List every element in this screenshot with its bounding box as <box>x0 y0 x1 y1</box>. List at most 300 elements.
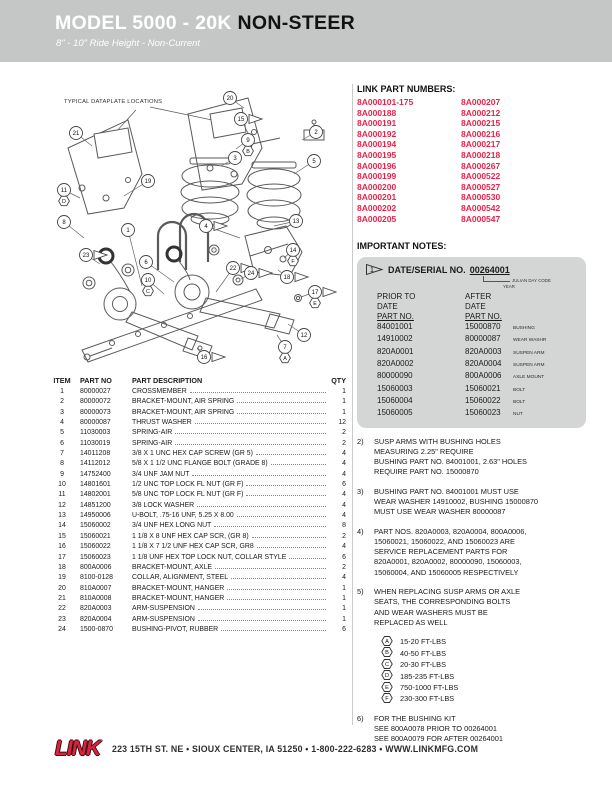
cell-description: ARM-SUSPENSION <box>132 615 195 623</box>
date-serial-line <box>365 263 578 276</box>
table-row <box>52 480 346 490</box>
footer-address: 223 15TH ST. NE • SIOUX CENTER, IA 51250 • 1-800-222-6283 • WWW.LINKMFG.COM <box>112 744 479 754</box>
note-line: SERVICE REPLACEMENT PARTS FOR <box>374 547 508 557</box>
serial-row <box>377 359 578 371</box>
note-line: 15060021, 15060022, AND 15060023 ARE <box>374 536 515 546</box>
cell-part-no: 810A0008 <box>80 594 112 602</box>
link-part-number: 8A000542 <box>461 202 501 213</box>
dotted-leader <box>175 433 326 434</box>
note-number: 5) <box>357 587 364 597</box>
serial-row <box>377 347 578 359</box>
link-part-number: 8A000522 <box>461 171 501 182</box>
dotted-leader <box>256 454 326 455</box>
dotted-leader <box>192 475 326 476</box>
note-line: PART NOS. 820A0003, 820A0004, 800A0006, <box>374 526 527 536</box>
cell-qty: 2 <box>342 563 346 571</box>
torque-row <box>381 682 586 693</box>
callout-svg <box>40 86 352 376</box>
link-part-number: 8A000218 <box>461 149 501 160</box>
serial-table-header-row2 <box>377 302 578 312</box>
dotted-leader <box>198 620 326 621</box>
link-part-number: 8A000191 <box>357 118 397 129</box>
torque-value: 750-1000 FT-LBS <box>400 683 459 692</box>
cell-description: 1 1/8 UNF HEX TOP LOCK NUT, COLLAR STYLE <box>132 553 287 561</box>
note-text <box>374 487 538 518</box>
table-row <box>52 418 346 428</box>
note-text <box>374 527 526 578</box>
dotted-leader <box>237 516 326 517</box>
table-row <box>52 397 346 407</box>
cell-description: BUSHING-PIVOT, RUBBER <box>132 625 219 633</box>
part-tag: SUSPEN ARM <box>513 363 545 369</box>
dataplate-caption: TYPICAL DATAPLATE LOCATIONS <box>64 99 163 105</box>
cell-item: 22 <box>58 605 66 613</box>
note-line: MEASURING 2.25" REQUIRE <box>374 446 474 456</box>
diagram-callout-layer <box>40 86 352 376</box>
annotation-year: YEAR <box>503 284 515 290</box>
cell-part-no: 14802001 <box>80 491 111 499</box>
svg-text:21: 21 <box>72 131 80 138</box>
serial-row <box>377 371 578 383</box>
after-part-no: 15060021 <box>465 383 501 393</box>
note-line: SEATS, THE CORRESPONDING BOLTS <box>374 597 511 607</box>
svg-text:10: 10 <box>144 278 152 285</box>
cell-description: SPRING-AIR <box>132 439 173 447</box>
prior-part-no: 15060004 <box>377 395 413 405</box>
note-number: 6) <box>357 713 364 723</box>
cell-part-no: 15060021 <box>80 532 111 540</box>
annotation-julian-day: JULIAN DAY CODE <box>512 278 551 284</box>
table-row <box>52 511 346 521</box>
cell-qty: 1 <box>342 398 346 406</box>
table-row <box>52 542 346 552</box>
link-logo: LINK <box>55 737 100 760</box>
cell-part-no: 14011208 <box>80 450 111 458</box>
dotted-leader <box>289 558 326 559</box>
dotted-leader <box>237 402 326 403</box>
svg-text:19: 19 <box>144 179 152 186</box>
cell-part-no: 15060022 <box>80 543 111 551</box>
numbered-note <box>357 437 586 478</box>
table-row <box>52 439 346 449</box>
note-number: 3) <box>357 486 364 496</box>
note-line: FOR THE BUSHING KIT <box>374 713 456 723</box>
torque-value: 20-30 FT-LBS <box>400 660 447 670</box>
svg-text:22: 22 <box>229 266 237 273</box>
link-part-number: 8A000207 <box>461 97 501 107</box>
dotted-leader <box>246 495 326 496</box>
important-notes-heading: IMPORTANT NOTES: <box>357 241 447 252</box>
serial-number-annotation <box>483 276 578 290</box>
cell-qty: 12 <box>338 419 346 427</box>
table-row <box>52 459 346 469</box>
serial-row <box>377 334 578 346</box>
cell-qty: 6 <box>342 625 346 633</box>
after-part-no: 15060023 <box>465 408 501 418</box>
cell-description: BRACKET-MOUNT, AIR SPRING <box>132 398 235 406</box>
cell-qty: 1 <box>342 615 346 623</box>
cell-description: BRACKET-MOUNT, AIR SPRING <box>132 408 235 416</box>
cell-part-no: 14950006 <box>80 512 111 520</box>
torque-value: 40-50 FT-LBS <box>400 648 447 658</box>
note-line: MUST USE WEAR WASHER 80000087 <box>374 507 506 517</box>
svg-text:2: 2 <box>314 130 318 137</box>
cell-qty: 1 <box>342 408 346 416</box>
page-title <box>55 12 355 35</box>
svg-text:F: F <box>291 259 295 265</box>
table-row <box>52 553 346 563</box>
cell-part-no: 80000027 <box>80 388 111 395</box>
numbered-note <box>357 587 586 628</box>
cell-item: 3 <box>60 408 64 416</box>
svg-text:4: 4 <box>204 224 208 231</box>
link-part-number: 8A000188 <box>357 107 397 118</box>
serial-row <box>377 396 578 408</box>
cell-qty: 1 <box>342 594 346 602</box>
cell-description: 5/8 UNC TOP LOCK FL NUT (GR F) <box>132 491 244 499</box>
note-line: REPLACED AS WELL <box>374 617 448 627</box>
link-part-number: 8A000205 <box>357 213 397 224</box>
cell-item: 13 <box>58 512 66 520</box>
torque-value: 230-300 FT-LBS <box>400 694 455 704</box>
cell-description: 1/2 UNC TOP LOCK FL NUT (GR F) <box>132 481 244 489</box>
cell-item: 24 <box>58 625 66 633</box>
svg-text:F: F <box>385 696 389 703</box>
svg-text:17: 17 <box>311 290 319 297</box>
link-part-number: 8A000192 <box>357 128 397 139</box>
cell-qty: 4 <box>342 491 346 499</box>
table-row <box>52 449 346 459</box>
svg-text:16: 16 <box>200 355 208 362</box>
link-part-number: 8A000196 <box>357 160 397 171</box>
table-row <box>52 615 346 625</box>
serial-table-header-row3 <box>377 312 578 322</box>
cell-item: 16 <box>58 543 66 551</box>
cell-part-no: 1500-0870 <box>80 625 113 633</box>
cell-part-no: 15060002 <box>80 522 111 530</box>
cell-description: 3/4 UNF JAM NUT <box>132 470 190 478</box>
svg-text:18: 18 <box>283 275 291 282</box>
note-line: SEE 800A0078 PRIOR TO 00264001 <box>374 723 497 733</box>
part-tag: BOLT <box>513 399 526 405</box>
torque-row <box>381 659 586 670</box>
svg-text:5: 5 <box>312 159 316 166</box>
svg-text:12: 12 <box>300 333 308 340</box>
prior-part-no: 15060005 <box>377 408 413 418</box>
col-item-header: ITEM <box>53 376 71 385</box>
cell-item: 15 <box>58 532 66 540</box>
cell-description: SPRING-AIR <box>132 429 173 437</box>
svg-text:C: C <box>146 289 150 295</box>
note-text <box>374 587 520 628</box>
prior-part-no: 15060003 <box>377 383 413 393</box>
cell-description: 1 1/8 X 7 1/2 UNF HEX CAP SCR, GR8 <box>132 543 254 551</box>
cell-part-no: 15060023 <box>80 553 111 561</box>
parts-table-header <box>52 376 346 386</box>
cell-qty: 6 <box>342 481 346 489</box>
cell-item: 6 <box>60 439 64 447</box>
cell-description: COLLAR, ALIGNMENT, STEEL <box>132 574 229 582</box>
cell-part-no: 14112012 <box>80 460 111 468</box>
after-part-no: 800A0006 <box>465 371 502 381</box>
table-row <box>52 625 346 635</box>
note-line: REQUIRE PART NO. 15000870 <box>374 467 479 477</box>
serial-row <box>377 322 578 334</box>
table-row <box>52 428 346 438</box>
cell-qty: 8 <box>342 522 346 530</box>
svg-text:1: 1 <box>126 228 130 235</box>
cell-description: CROSSMEMBER <box>132 388 187 395</box>
after-label: AFTER <box>465 292 492 302</box>
svg-text:13: 13 <box>292 219 300 226</box>
cell-description: 3/8 X 1 UNC HEX CAP SCREW (GR 5) <box>132 450 253 458</box>
cell-description: 1 1/8 X 8 UNF HEX CAP SCR, (GR 8) <box>132 532 249 540</box>
cell-item: 19 <box>58 574 66 582</box>
prior-to-label: PRIOR TO <box>377 292 416 302</box>
part-tag: BOLT <box>513 387 526 393</box>
after-partno-label: PART NO. <box>465 312 502 322</box>
link-part-number: 8A000527 <box>461 181 501 192</box>
table-row <box>52 470 346 480</box>
cell-item: 5 <box>60 429 64 437</box>
after-part-no: 820A0004 <box>465 359 502 369</box>
prior-part-no: 820A0002 <box>377 359 414 369</box>
dotted-leader <box>257 547 326 548</box>
dotted-leader <box>246 485 326 486</box>
prior-partno-label: PART NO. <box>377 312 414 322</box>
torque-values-list <box>381 636 586 704</box>
torque-row <box>381 636 586 647</box>
annotation-bracket <box>483 276 510 282</box>
svg-text:A: A <box>283 356 287 362</box>
cell-qty: 4 <box>342 470 346 478</box>
dotted-leader <box>221 630 326 631</box>
cell-qty: 4 <box>342 574 346 582</box>
link-part-number: 8A000200 <box>357 181 397 192</box>
svg-text:9: 9 <box>246 138 250 145</box>
cell-item: 12 <box>58 501 66 509</box>
cell-description: 5/8 X 1 1/2 UNC FLANGE BOLT (GRADE 8) <box>132 460 268 468</box>
serial-table-header-row1 <box>377 292 578 302</box>
cell-part-no: 80000073 <box>80 408 111 416</box>
cell-item: 20 <box>58 584 66 592</box>
svg-text:B: B <box>246 149 250 155</box>
cell-item: 4 <box>60 419 64 427</box>
cell-part-no: 80000087 <box>80 419 111 427</box>
link-part-number: 8A000194 <box>357 139 397 150</box>
col-description-header: PART DESCRIPTION <box>132 376 203 385</box>
svg-text:E: E <box>313 301 317 307</box>
table-row <box>52 563 346 573</box>
svg-text:A: A <box>385 639 389 646</box>
link-part-number: 8A000217 <box>461 139 501 150</box>
dotted-leader <box>252 537 326 538</box>
svg-text:8: 8 <box>62 220 66 227</box>
page-header <box>0 0 612 62</box>
cell-qty: 4 <box>342 543 346 551</box>
part-tag: SUSPEN ARM <box>513 350 545 356</box>
serial-part-table <box>377 292 578 420</box>
table-row <box>52 604 346 614</box>
table-row <box>52 490 346 500</box>
dotted-leader <box>198 609 326 610</box>
cell-part-no: 820A0003 <box>80 605 112 613</box>
table-row <box>52 408 346 418</box>
cell-part-no: 80000072 <box>80 398 111 406</box>
page-footer <box>55 737 478 761</box>
note-line: AND WEAR WASHERS MUST BE <box>374 607 488 617</box>
cell-part-no: 14851200 <box>80 501 111 509</box>
cell-qty: 4 <box>342 501 346 509</box>
svg-text:D: D <box>62 199 66 205</box>
page-title-model: MODEL 5000 - 20K <box>55 12 232 34</box>
dotted-leader <box>214 526 326 527</box>
cell-item: 11 <box>58 491 66 499</box>
note-number: 4) <box>357 526 364 536</box>
cell-description: THRUST WASHER <box>132 419 192 427</box>
right-column <box>357 84 586 744</box>
note-line: WHEN REPLACING SUSP ARMS OR AXLE <box>374 587 521 597</box>
cell-item: 18 <box>58 563 66 571</box>
cell-qty: 2 <box>342 429 346 437</box>
dotted-leader <box>227 599 326 600</box>
col-qty-header: QTY <box>331 376 346 385</box>
dotted-leader <box>271 464 326 465</box>
part-number-column <box>357 97 461 224</box>
svg-text:B: B <box>385 650 389 657</box>
serial-table-rows <box>377 322 578 420</box>
cell-item: 14 <box>58 522 66 530</box>
table-row <box>52 521 346 531</box>
svg-text:24: 24 <box>247 271 255 278</box>
link-part-numbers-list <box>357 97 586 224</box>
cell-part-no: 14801601 <box>80 481 111 489</box>
dotted-leader <box>190 392 326 393</box>
cell-part-no: 11030019 <box>80 439 111 447</box>
prior-part-no: 14910002 <box>377 334 413 344</box>
cell-qty: 1 <box>342 388 346 395</box>
svg-text:7: 7 <box>283 345 287 352</box>
serial-row <box>377 384 578 396</box>
dotted-leader <box>231 578 326 579</box>
part-tag: NUT <box>513 412 523 418</box>
svg-text:C: C <box>384 661 390 668</box>
torque-row <box>381 670 586 681</box>
cell-qty: 2 <box>342 532 346 540</box>
cell-item: 1 <box>60 388 64 395</box>
part-tag: AXLE MOUNT <box>513 375 545 381</box>
note-line: SEE 800A0079 FOR AFTER 00264001 <box>374 734 504 744</box>
table-row <box>52 594 346 604</box>
page-subtitle: 8" - 10" Ride Height - Non-Current <box>56 38 201 49</box>
dotted-leader <box>195 423 326 424</box>
note-text <box>374 437 527 478</box>
cell-description: 3/4 UNF HEX LONG NUT <box>132 522 212 530</box>
svg-text:E: E <box>385 684 389 691</box>
svg-text:1: 1 <box>370 267 374 275</box>
cell-description: BRACKET-MOUNT, AXLE <box>132 563 213 571</box>
cell-part-no: 820A0004 <box>80 615 112 623</box>
col-partno-header: PART NO <box>80 376 112 385</box>
torque-row <box>381 648 586 659</box>
link-part-number: 8A000547 <box>461 213 501 224</box>
dotted-leader <box>237 413 326 414</box>
cell-description: BRACKET-MOUNT, HANGER <box>132 584 225 592</box>
svg-text:3: 3 <box>233 156 237 163</box>
cell-item: 21 <box>58 594 66 602</box>
note-line: WEAR WASHER 14910002, BUSHING 15000870 <box>374 496 539 506</box>
link-part-numbers-heading: LINK PART NUMBERS: <box>357 84 456 94</box>
cell-item: 7 <box>60 450 64 458</box>
cell-item: 23 <box>58 615 66 623</box>
note-line: SUSP ARMS WITH BUSHING HOLES <box>374 436 501 446</box>
serial-number: 00264001 <box>469 264 510 275</box>
after-part-no: 820A0003 <box>465 346 502 356</box>
prior-date-label: DATE <box>377 302 398 312</box>
table-row <box>52 501 346 511</box>
part-tag: BUSHING <box>513 326 535 332</box>
link-part-number: 8A000101-175 <box>357 97 414 107</box>
page-title-variant: NON-STEER <box>231 12 356 34</box>
link-part-number: 8A000199 <box>357 171 397 182</box>
exploded-parts-diagram <box>40 86 352 376</box>
part-number-column <box>461 97 586 224</box>
dotted-leader <box>197 506 326 507</box>
svg-text:14: 14 <box>289 248 297 255</box>
dotted-leader <box>175 444 326 445</box>
table-row <box>52 573 346 583</box>
torque-value: 15-20 FT-LBS <box>400 637 447 647</box>
note-line: BUSHING PART NO. 84001001, 2.63" HOLES <box>374 457 527 467</box>
cell-item: 9 <box>60 470 64 478</box>
cell-qty: 4 <box>342 512 346 520</box>
prior-part-no: 80000090 <box>377 371 413 381</box>
link-part-number: 8A000202 <box>357 202 397 213</box>
dotted-leader <box>227 589 326 590</box>
serial-row <box>377 408 578 420</box>
cell-qty: 1 <box>342 584 346 592</box>
note-line: BUSHING PART NO. 84001001 MUST USE <box>374 486 519 496</box>
cell-qty: 4 <box>342 450 346 458</box>
cell-description: 3/8 LOCK WASHER <box>132 501 195 509</box>
hex-F-icon <box>381 692 400 706</box>
cell-part-no: 14752400 <box>80 470 111 478</box>
parts-table-body <box>52 387 346 635</box>
cell-part-no: 11030003 <box>80 429 111 437</box>
after-date-label: DATE <box>465 302 486 312</box>
svg-text:23: 23 <box>82 253 90 260</box>
date-serial-label: DATE/SERIAL NO. <box>388 264 466 275</box>
svg-text:11: 11 <box>60 188 68 195</box>
part-tag: WEAR WASHR <box>513 338 547 344</box>
cell-item: 17 <box>58 553 66 561</box>
link-part-number: 8A000201 <box>357 192 397 203</box>
prior-part-no: 84001001 <box>377 322 413 332</box>
note-line: 820A0001, 820A0002, 80000090, 15060003, <box>374 557 522 567</box>
dotted-leader <box>215 568 326 569</box>
svg-text:15: 15 <box>237 117 245 124</box>
parts-table <box>52 376 346 635</box>
prior-part-no: 820A0001 <box>377 346 414 356</box>
link-part-number: 8A000212 <box>461 107 501 118</box>
link-part-number: 8A000530 <box>461 192 501 203</box>
after-part-no: 15000870 <box>465 322 501 332</box>
cell-part-no: 800A0006 <box>80 563 112 571</box>
svg-text:6: 6 <box>144 260 148 267</box>
link-part-number: 8A000195 <box>357 149 397 160</box>
date-serial-note-box <box>357 257 586 427</box>
link-part-number: 8A000216 <box>461 128 501 139</box>
